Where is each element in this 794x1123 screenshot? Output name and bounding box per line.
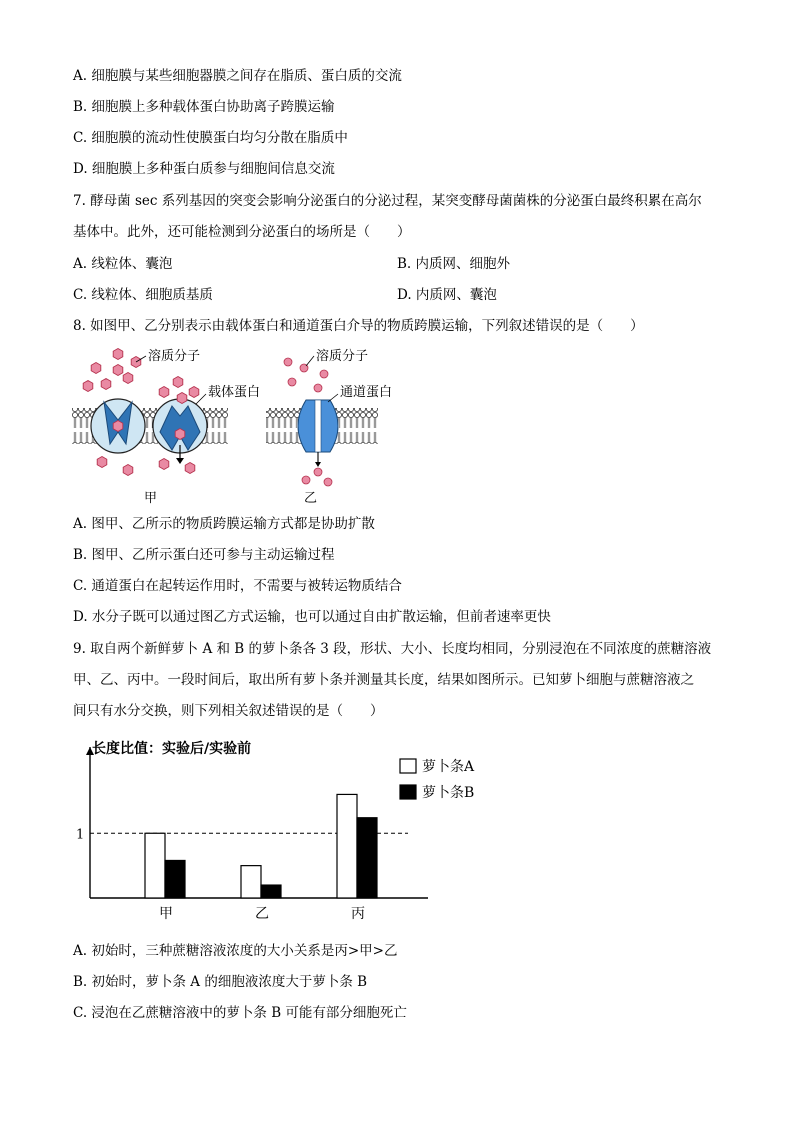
label-carrier-protein: 载体蛋白	[208, 385, 261, 400]
q7-stem-line-2: 基体中。此外，还可能检测到分泌蛋白的场所是（ ）	[73, 224, 411, 240]
bar-a-2	[337, 794, 357, 898]
q7-option-d: D. 内质网、囊泡	[397, 287, 497, 303]
legend-swatch-a	[400, 759, 416, 773]
carrier-protein-1	[91, 399, 145, 453]
chart-legend	[400, 758, 475, 801]
category-label-0: 甲	[159, 906, 173, 922]
label-channel-protein: 通道蛋白	[340, 385, 393, 400]
q9-option-c: C. 浸泡在乙蔗糖溶液中的萝卜条 B 可能有部分细胞死亡	[73, 1005, 407, 1021]
category-label-2: 丙	[351, 906, 365, 922]
label-solute-a: 溶质分子	[148, 349, 201, 364]
chart-title: 长度比值：实验后/实验前	[92, 741, 252, 757]
q6-option-a: A. 细胞膜与某些细胞器膜之间存在脂质、蛋白质的交流	[73, 68, 402, 84]
q9-stem-line-3: 间只有水分交换，则下列相关叙述错误的是（ ）	[73, 703, 384, 719]
bar-a-1	[241, 866, 261, 898]
caption-figure-a: 甲	[144, 491, 158, 506]
carrier-protein-2	[153, 399, 207, 464]
q8-option-b: B. 图甲、乙所示蛋白还可参与主动运输过程	[73, 547, 335, 563]
q9-stem-line-1: 9. 取自两个新鲜萝卜 A 和 B 的萝卜条各 3 段，形状、大小、长度均相同，分别浸泡在不同浓度的蔗糖溶液	[73, 641, 712, 657]
q6-option-c: C. 细胞膜的流动性使膜蛋白均匀分散在脂质中	[73, 130, 348, 146]
q9-option-b: B. 初始时，萝卜条 A 的细胞液浓度大于萝卜条 B	[73, 974, 368, 990]
bar-b-2	[357, 818, 377, 898]
label-solute-b: 溶质分子	[316, 349, 369, 364]
q7-option-b: B. 内质网、细胞外	[397, 256, 511, 272]
q8-stem: 8. 如图甲、乙分别表示由载体蛋白和通道蛋白介导的物质跨膜运输，下列叙述错误的是（ ）	[73, 318, 644, 334]
q8-option-d: D. 水分子既可以通过图乙方式运输，也可以通过自由扩散运输，但前者速率更快	[73, 609, 551, 625]
q7-stem-line-1: 7. 酵母菌 sec 系列基因的突变会影响分泌蛋白的分泌过程，某突变酵母菌菌株的分泌蛋白最终积累在高尔	[73, 193, 702, 209]
membrane-transport-figure	[60, 340, 420, 510]
reference-label: 1	[76, 827, 85, 843]
legend-swatch-b	[400, 785, 416, 799]
category-label-1: 乙	[255, 906, 269, 922]
bar-b-0	[165, 860, 185, 898]
q6-option-d: D. 细胞膜上多种蛋白质参与细胞间信息交流	[73, 161, 335, 177]
bar-b-1	[261, 885, 281, 898]
length-ratio-bar-chart	[70, 735, 500, 935]
caption-figure-b: 乙	[304, 491, 318, 506]
channel-protein	[298, 400, 338, 467]
q7-option-a: A. 线粒体、囊泡	[73, 256, 173, 272]
q8-option-c: C. 通道蛋白在起转运作用时，不需要与被转运物质结合	[73, 578, 402, 594]
bar-a-0	[145, 833, 165, 898]
q8-option-a: A. 图甲、乙所示的物质跨膜运输方式都是协助扩散	[73, 516, 375, 532]
legend-label-a: 萝卜条A	[422, 759, 475, 775]
q7-option-c: C. 线粒体、细胞质基质	[73, 287, 213, 303]
q9-stem-line-2: 甲、乙、丙中。一段时间后，取出所有萝卜条并测量其长度，结果如图所示。已知萝卜细胞与蔗糖溶液之	[73, 672, 694, 688]
q6-option-b: B. 细胞膜上多种载体蛋白协助离子跨膜运输	[73, 99, 335, 115]
q9-option-a: A. 初始时，三种蔗糖溶液浓度的大小关系是丙>甲>乙	[73, 943, 398, 959]
legend-label-b: 萝卜条B	[422, 785, 475, 801]
chart-bars	[145, 794, 377, 898]
category-labels	[159, 906, 365, 922]
